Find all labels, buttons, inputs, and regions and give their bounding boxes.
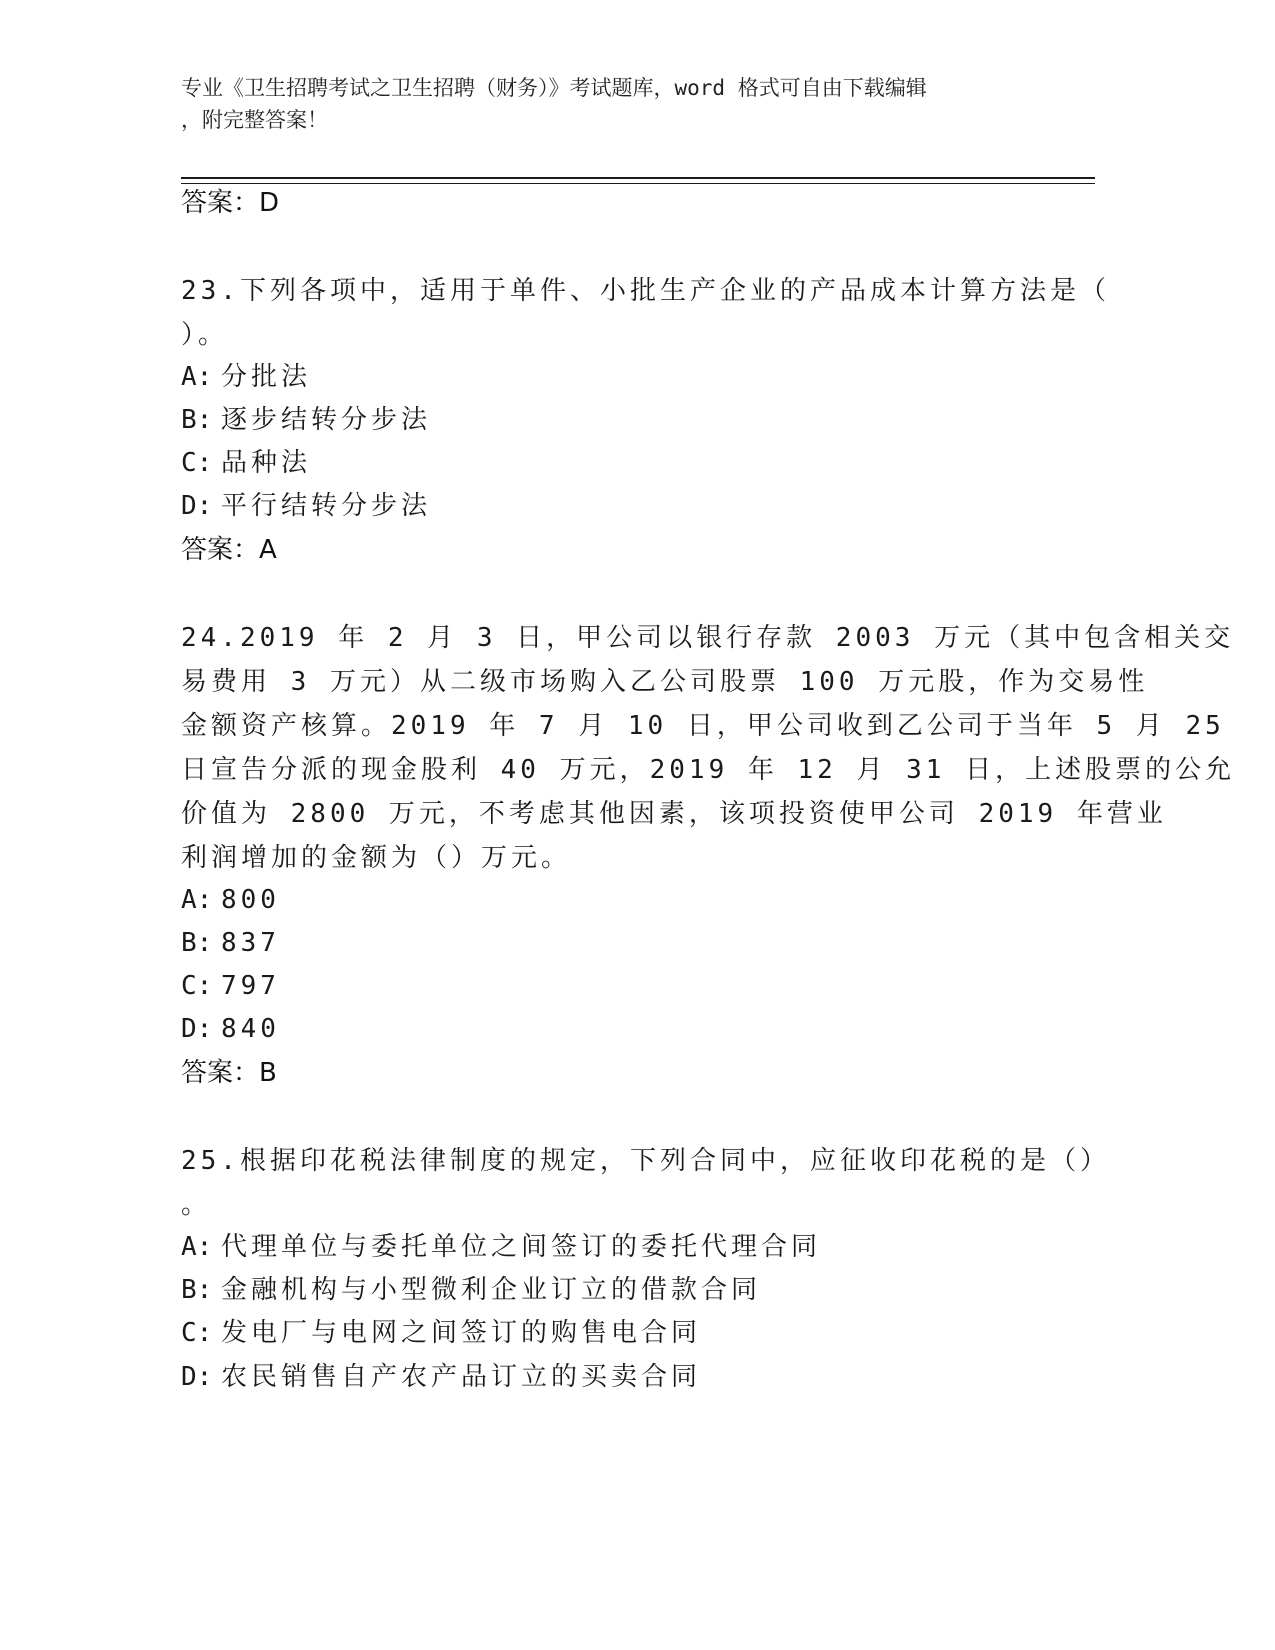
option-c xyxy=(181,1316,701,1350)
question-line: 价值为 2800 万元，不考虑其他因素，该项投资使甲公司 2019 年营业 xyxy=(181,799,1167,829)
page-header xyxy=(181,72,1061,136)
header-divider-thin xyxy=(181,183,1095,184)
question-line: 24.2019 年 2 月 3 日，甲公司以银行存款 2003 万元（其中包含相关交 xyxy=(181,623,1235,653)
option-d xyxy=(181,1012,280,1046)
option-text: 品种法 xyxy=(221,448,312,478)
question-line: 易费用 3 万元）从二级市场购入乙公司股票 100 万元股，作为交易性 xyxy=(181,667,1149,697)
option-text: 837 xyxy=(221,928,280,958)
question-24-text xyxy=(181,616,1235,880)
option-key: A: xyxy=(181,1232,213,1262)
option-a xyxy=(181,1230,821,1264)
option-key: C: xyxy=(181,1318,213,1348)
option-b xyxy=(181,1273,761,1307)
question-line: 日宣告分派的现金股利 40 万元，2019 年 12 月 31 日，上述股票的公允 xyxy=(181,755,1236,785)
option-a xyxy=(181,360,311,394)
option-text: 金融机构与小型微利企业订立的借款合同 xyxy=(221,1275,762,1305)
option-key: D: xyxy=(181,1362,213,1392)
option-b xyxy=(181,926,280,960)
header-line: ，附完整答案！ xyxy=(181,108,328,132)
option-text: 797 xyxy=(221,971,280,1001)
option-text: 逐步结转分步法 xyxy=(221,405,432,435)
option-key: B: xyxy=(181,928,213,958)
option-text: 发电厂与电网之间签订的购售电合同 xyxy=(221,1318,702,1348)
option-key: D: xyxy=(181,491,213,521)
answer-line: 答案：B xyxy=(181,1058,277,1088)
option-text: 平行结转分步法 xyxy=(221,491,432,521)
option-text: 分批法 xyxy=(221,362,312,392)
question-line: 金额资产核算。2019 年 7 月 10 日，甲公司收到乙公司于当年 5 月 25 xyxy=(181,711,1225,741)
option-text: 800 xyxy=(221,885,280,915)
option-key: A: xyxy=(181,885,213,915)
option-a xyxy=(181,883,280,917)
option-c xyxy=(181,969,280,1003)
answer-line: 答案：A xyxy=(181,535,277,565)
question-line: 23.下列各项中，适用于单件、小批生产企业的产品成本计算方法是（ xyxy=(181,276,1110,306)
option-d xyxy=(181,1360,701,1394)
question-line: 25.根据印花税法律制度的规定，下列合同中，应征收印花税的是（） xyxy=(181,1146,1110,1176)
question-25-text xyxy=(181,1139,1110,1227)
option-key: B: xyxy=(181,1275,213,1305)
option-text: 农民销售自产农产品订立的买卖合同 xyxy=(221,1362,702,1392)
answer-line: 答案：D xyxy=(181,188,280,218)
option-key: A: xyxy=(181,362,213,392)
option-key: C: xyxy=(181,971,213,1001)
question-23-text xyxy=(181,269,1110,357)
option-d xyxy=(181,489,431,523)
question-line: 利润增加的金额为（）万元。 xyxy=(181,843,572,873)
option-b xyxy=(181,403,431,437)
option-key: B: xyxy=(181,405,213,435)
question-line: 。 xyxy=(181,1190,212,1220)
option-key: C: xyxy=(181,448,213,478)
option-text: 840 xyxy=(221,1014,280,1044)
question-line: ）。 xyxy=(181,320,229,350)
option-key: D: xyxy=(181,1014,213,1044)
header-line: 专业《卫生招聘考试之卫生招聘（财务）》考试题库，word 格式可自由下载编辑 xyxy=(181,76,927,100)
option-c xyxy=(181,446,311,480)
header-divider xyxy=(181,177,1095,179)
option-text: 代理单位与委托单位之间签订的委托代理合同 xyxy=(221,1232,822,1262)
